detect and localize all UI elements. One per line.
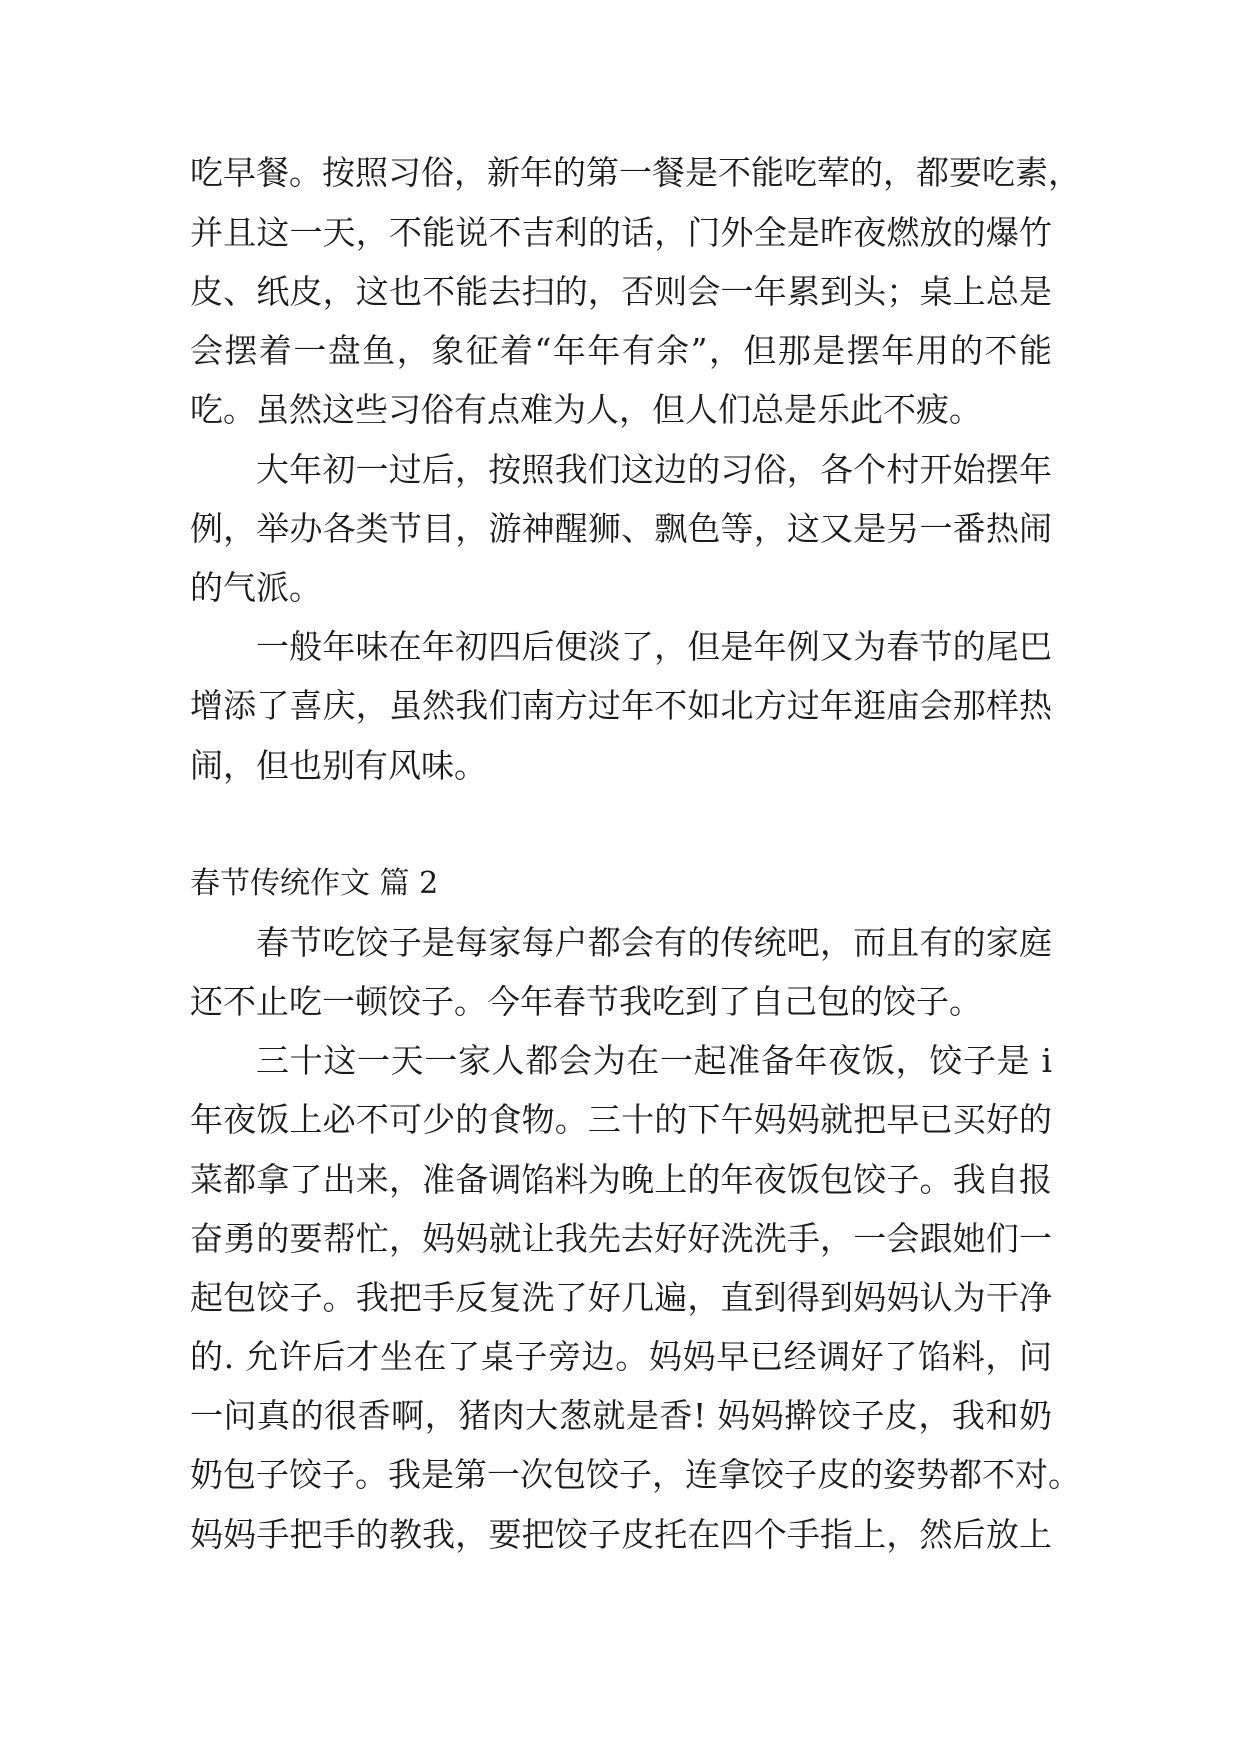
section-heading: 春节传统作文 篇 2	[190, 866, 439, 901]
paragraph-line: 春节吃饺子是每家每户都会有的传统吧，而且有的家庭	[256, 923, 1052, 962]
paragraph-line: 菜都拿了出来，准备调馅料为晚上的年夜饭包饺子。我自报	[190, 1160, 1052, 1199]
paragraph-line: 并且这一天，不能说不吉利的话，门外全是昨夜燃放的爆竹	[190, 213, 1052, 252]
paragraph-line: 吃早餐。按照习俗，新年的第一餐是不能吃荤的，都要吃素，	[190, 153, 1081, 192]
paragraph-line: 还不止吃一顿饺子。今年春节我吃到了自己包的饺子。	[190, 982, 982, 1021]
paragraph-line: 一问真的很香啊，猪肉大葱就是香! 妈妈擀饺子皮，我和奶	[190, 1396, 1052, 1435]
paragraph-line: 妈妈手把手的教我，要把饺子皮托在四个手指上，然后放上	[190, 1515, 1052, 1554]
paragraph-line: 增添了喜庆，虽然我们南方过年不如北方过年逛庙会那样热	[190, 686, 1052, 725]
paragraph-line: 的气派。	[190, 568, 322, 607]
paragraph-line: 的. 允许后才坐在了桌子旁边。妈妈早已经调好了馅料，问	[190, 1337, 1052, 1376]
paragraph-line: 年夜饭上必不可少的食物。三十的下午妈妈就把早已买好的	[190, 1100, 1052, 1139]
paragraph-line: 三十这一天一家人都会为在一起准备年夜饭，饺子是 i	[256, 1041, 1052, 1080]
paragraph-line: 吃。虽然这些习俗有点难为人，但人们总是乐此不疲。	[190, 390, 982, 429]
paragraph-line: 例，举办各类节目，游神醒狮、飘色等，这又是另一番热闹	[190, 509, 1052, 548]
paragraph-line: 闹，但也别有风味。	[190, 746, 487, 785]
paragraph-line: 皮、纸皮，这也不能去扫的，否则会一年累到头；桌上总是	[190, 272, 1052, 311]
paragraph-line: 大年初一过后，按照我们这边的习俗，各个村开始摆年	[256, 450, 1052, 489]
paragraph-line: 起包饺子。我把手反复洗了好几遍，直到得到妈妈认为干净	[190, 1278, 1052, 1317]
paragraph-line: 奶包子饺子。我是第一次包饺子，连拿饺子皮的姿势都不对。	[190, 1455, 1081, 1494]
paragraph-line: 奋勇的要帮忙，妈妈就让我先去好好洗洗手，一会跟她们一	[190, 1219, 1052, 1258]
paragraph-line: 会摆着一盘鱼，象征着“年年有余”，但那是摆年用的不能	[190, 331, 1052, 370]
paragraph-line: 一般年味在年初四后便淡了，但是年例又为春节的尾巴	[256, 627, 1052, 666]
